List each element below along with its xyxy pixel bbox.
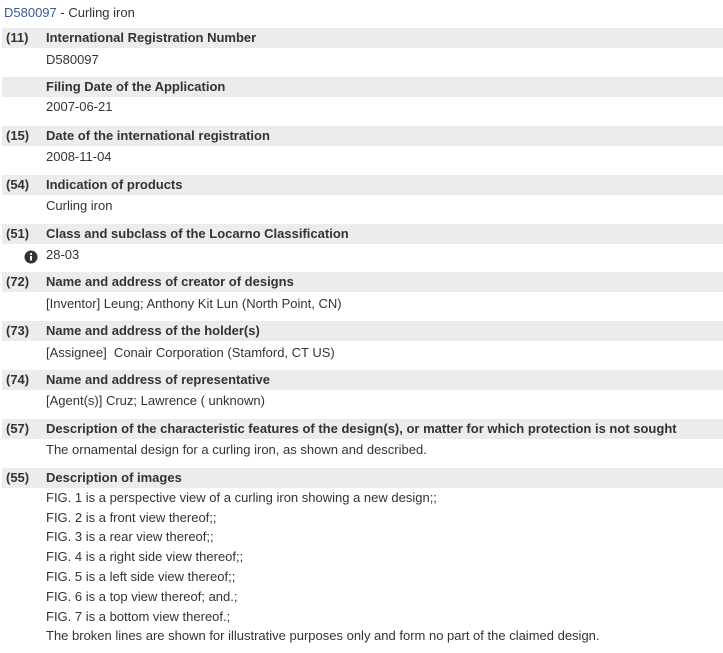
inid-code: (57) <box>6 421 30 436</box>
field-label: Indication of products <box>46 177 183 192</box>
record-characteristic-features <box>0 419 723 464</box>
field-label: Name and address of creator of designs <box>46 274 294 289</box>
record-locarno-classification <box>0 224 723 269</box>
record-creator-of-designs <box>0 272 723 317</box>
inid-code: (55) <box>6 470 30 485</box>
image-description-line: FIG. 4 is a right side view thereof;; <box>46 549 244 564</box>
inid-code: (51) <box>6 226 30 241</box>
field-label: Name and address of representative <box>46 372 270 387</box>
title-separator: - <box>56 5 69 20</box>
record-international-registration-number <box>0 28 723 73</box>
record-indication-of-products <box>0 175 723 220</box>
record-holder <box>0 321 723 366</box>
field-value: [Assignee] Conair Corporation (Stamford, CT US) <box>46 345 335 360</box>
image-description-line: FIG. 6 is a top view thereof; and.; <box>46 589 238 604</box>
image-description-line: FIG. 5 is a left side view thereof;; <box>46 569 236 584</box>
field-label: Description of images <box>46 470 182 485</box>
product-title: Curling iron <box>68 5 135 20</box>
record-representative <box>0 370 723 415</box>
image-description-line: FIG. 3 is a rear view thereof;; <box>46 529 214 544</box>
field-value: Curling iron <box>46 198 113 213</box>
image-description-line: FIG. 7 is a bottom view thereof.; <box>46 609 231 624</box>
field-value: [Agent(s)] Cruz; Lawrence ( unknown) <box>46 393 265 408</box>
page-title <box>4 5 135 21</box>
field-value: 2007-06-21 <box>46 99 113 114</box>
image-description-line: FIG. 2 is a front view thereof;; <box>46 510 217 525</box>
field-label: International Registration Number <box>46 30 257 45</box>
field-label: Name and address of the holder(s) <box>46 323 260 338</box>
field-label: Date of the international registration <box>46 128 270 143</box>
record-registration-date <box>0 126 723 171</box>
inid-code: (54) <box>6 177 30 192</box>
field-value: The ornamental design for a curling iron, as shown and described. <box>46 442 427 457</box>
field-label: Description of the characteristic features of the design(s), or matter for which protection is not sought <box>46 421 677 436</box>
inid-code: (72) <box>6 274 30 289</box>
image-description-line: The broken lines are shown for illustrative purposes only and form no part of the claimed design. <box>46 628 600 643</box>
info-circle-icon[interactable] <box>24 250 38 264</box>
registration-number-link[interactable]: D580097 <box>4 5 57 20</box>
inid-code: (74) <box>6 372 30 387</box>
inid-code: (15) <box>6 128 30 143</box>
field-value: 2008-11-04 <box>46 149 112 164</box>
field-value: [Inventor] Leung; Anthony Kit Lun (North Point, CN) <box>46 296 342 311</box>
field-value: 28-03 <box>46 247 80 262</box>
record-filing-date <box>0 77 723 122</box>
inid-code: (11) <box>6 30 29 45</box>
field-value: D580097 <box>46 52 99 67</box>
field-label: Class and subclass of the Locarno Classification <box>46 226 349 241</box>
record-description-of-images <box>0 468 723 648</box>
field-label: Filing Date of the Application <box>46 79 226 94</box>
inid-code: (73) <box>6 323 30 338</box>
image-description-line: FIG. 1 is a perspective view of a curling iron showing a new design;; <box>46 490 437 505</box>
